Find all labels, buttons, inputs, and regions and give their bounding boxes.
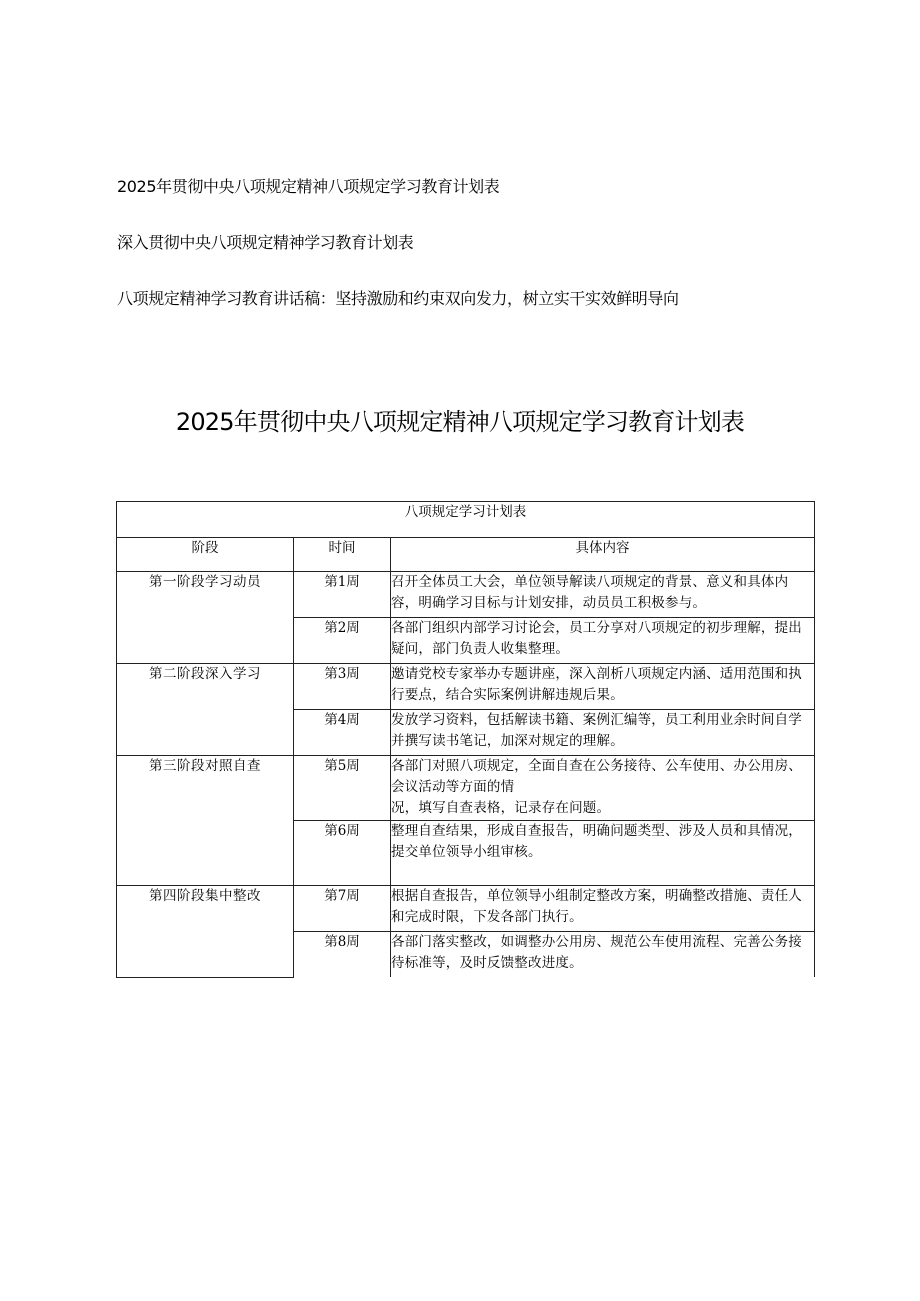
week-cell: 第2周 — [294, 618, 391, 664]
stage-name: 第二阶段深入学习 — [117, 664, 294, 756]
content-cell: 各部门落实整改，如调整办公用房、规范公车使用流程、完善公务接待标准等，及时反馈整改进度。 — [391, 932, 815, 978]
week-cell: 第5周 — [294, 756, 391, 821]
table-row — [117, 664, 815, 710]
stage-name: 第一阶段学习动员 — [117, 572, 294, 664]
week-cell: 第3周 — [294, 664, 391, 710]
week-cell: 第1周 — [294, 572, 391, 618]
table-row — [117, 886, 815, 932]
content-cell: 各部门对照八项规定，全面自查在公务接待、公车使用、办公用房、会议活动等方面的情 况，填写自查表格，记录存在问题。 — [391, 756, 815, 821]
related-link-2[interactable]: 深入贯彻中央八项规定精神学习教育计划表 — [117, 233, 414, 252]
table-row — [117, 756, 815, 821]
content-cell: 召开全体员工大会，单位领导解读八项规定的背景、意义和具体内容，明确学习目标与计划安排，动员员工积极参与。 — [391, 572, 815, 618]
header-stage: 阶段 — [117, 538, 294, 572]
study-plan-table — [116, 501, 815, 978]
header-time: 时间 — [294, 538, 391, 572]
week-cell: 第8周 — [294, 932, 391, 978]
table-row — [117, 572, 815, 618]
stage-name: 第四阶段集中整改 — [117, 886, 294, 978]
header-content: 具体内容 — [391, 538, 815, 572]
week-cell: 第6周 — [294, 821, 391, 886]
week-cell: 第4周 — [294, 710, 391, 756]
related-link-1[interactable]: 2025年贯彻中央八项规定精神八项规定学习教育计划表 — [117, 177, 500, 196]
document-title: 2025年贯彻中央八项规定精神八项规定学习教育计划表 — [175, 408, 745, 436]
stage-name: 第三阶段对照自查 — [117, 756, 294, 886]
content-cell: 发放学习资料，包括解读书籍、案例汇编等，员工利用业余时间自学并撰写读书笔记，加深对规定的理解。 — [391, 710, 815, 756]
content-cell: 邀请党校专家举办专题讲座，深入剖析八项规定内涵、适用范围和执行要点，结合实际案例讲解违规后果。 — [391, 664, 815, 710]
content-cell: 整理自查结果，形成自查报告，明确问题类型、涉及人员和具情况， 提交单位领导小组审核。 — [391, 821, 815, 886]
table-header-row — [117, 538, 815, 572]
table-caption: 八项规定学习计划表 — [117, 502, 815, 538]
content-cell: 根据自查报告，单位领导小组制定整改方案，明确整改措施、责任人和完成时限，下发各部门执行。 — [391, 886, 815, 932]
content-cell: 各部门组织内部学习讨论会，员工分享对八项规定的初步理解，提出疑问，部门负责人收集整理。 — [391, 618, 815, 664]
related-link-3[interactable]: 八项规定精神学习教育讲话稿：坚持激励和约束双向发力，树立实干实效鲜明导向 — [117, 289, 679, 308]
week-cell: 第7周 — [294, 886, 391, 932]
